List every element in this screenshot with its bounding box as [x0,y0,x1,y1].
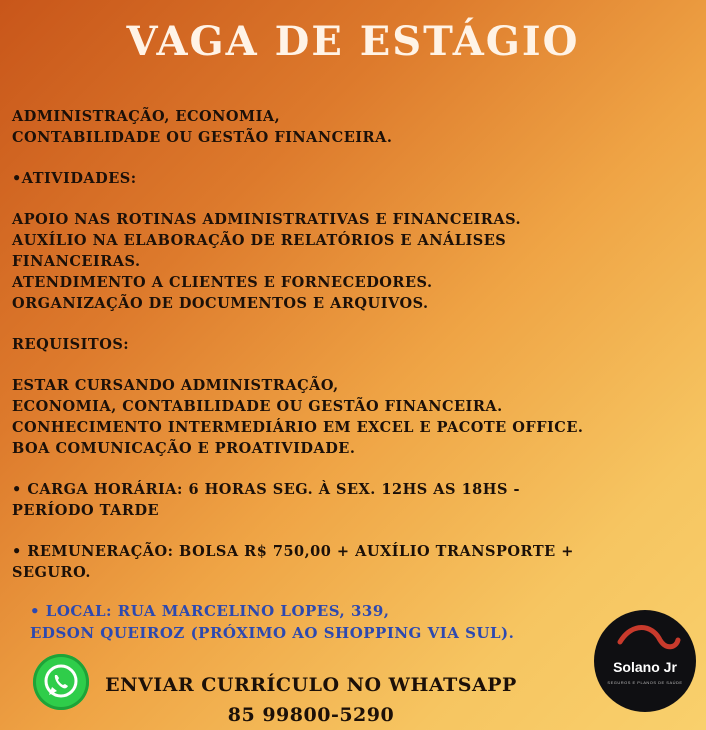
carga-horaria: PERÍODO TARDE [12,502,160,519]
local-line: EDSON QUEIROZ (PRÓXIMO AO SHOPPING VIA SUL). [30,624,515,642]
atividade-item: FINANCEIRAS. [12,253,141,270]
solano-jr-logo [594,610,696,712]
local-line: • LOCAL: RUA MARCELINO LOPES, 339, [30,602,390,620]
send-cv-call-to-action [102,670,520,730]
carga-horaria: • CARGA HORÁRIA: 6 HORAS SEG. À SEX. 12HS AS 18HS - [12,481,520,498]
cta-text: ENVIAR CURRÍCULO NO WHATSAPP [105,674,517,696]
areas-line: ADMINISTRAÇÃO, ECONOMIA, [12,108,281,125]
whatsapp-glyph [33,654,89,710]
logo-tagline: SEGUROS E PLANOS DE SAÚDE [607,680,683,685]
atividade-item: AUXÍLIO NA ELABORAÇÃO DE RELATÓRIOS E ANÁLISES [12,232,507,249]
atividade-item: ATENDIMENTO A CLIENTES E FORNECEDORES. [12,274,433,291]
atividade-item: ORGANIZAÇÃO DE DOCUMENTOS E ARQUIVOS. [12,295,429,312]
job-description [12,106,702,583]
local-address [30,600,514,644]
logo-name: Solano Jr [613,659,677,675]
atividade-item: APOIO NAS ROTINAS ADMINISTRATIVAS E FINANCEIRAS. [12,211,522,228]
areas-line: CONTABILIDADE OU GESTÃO FINANCEIRA. [12,129,393,146]
page-title: VAGA DE ESTÁGIO [126,18,580,65]
requisitos-heading: REQUISITOS: [12,336,130,353]
requisito-item: ECONOMIA, CONTABILIDADE OU GESTÃO FINANCEIRA. [12,398,503,415]
requisito-item: BOA COMUNICAÇÃO E PROATIVIDADE. [12,440,356,457]
remuneracao: • REMUNERAÇÃO: BOLSA R$ 750,00 + AUXÍLIO TRANSPORTE + [12,543,574,560]
whatsapp-icon[interactable] [33,654,89,710]
requisito-item: CONHECIMENTO INTERMEDIÁRIO EM EXCEL E PACOTE OFFICE. [12,419,584,436]
remuneracao: SEGURO. [12,564,91,581]
requisito-item: ESTAR CURSANDO ADMINISTRAÇÃO, [12,377,339,394]
atividades-heading: •ATIVIDADES: [12,170,137,187]
whatsapp-phone-number[interactable]: 85 99800-5290 [227,704,395,726]
